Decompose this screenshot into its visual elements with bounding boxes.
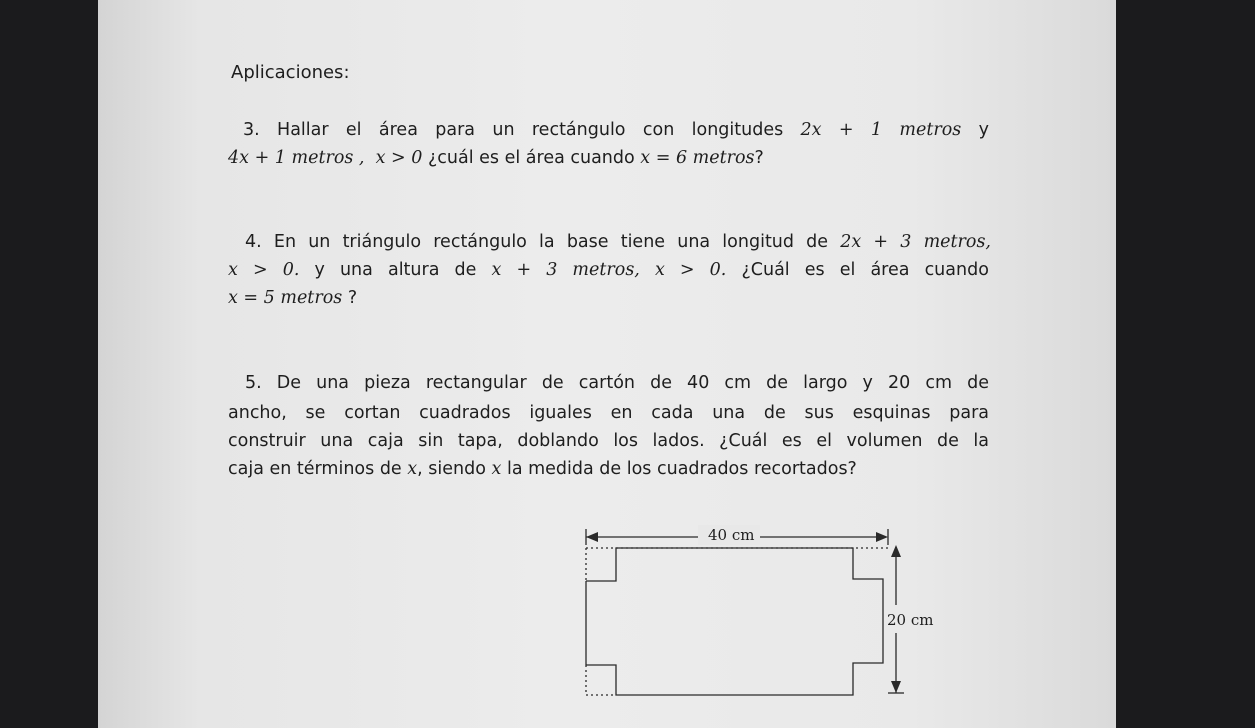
problem-4-number: 4.	[245, 232, 262, 252]
problem-4-height-text: y una altura de	[314, 260, 477, 280]
problem-5-text-b: , siendo	[417, 459, 486, 479]
box-cutout-diagram	[578, 515, 958, 715]
problem-4-text: En un triángulo rectángulo la base tiene una longitud de	[273, 232, 829, 252]
height-arrowhead-bottom	[891, 681, 901, 693]
problem-3-text: Hallar el área para un rectángulo con longitudes	[277, 120, 784, 140]
width-arrowhead-right	[876, 532, 888, 542]
problem-5-variable-2: x	[491, 459, 502, 479]
problem-5-line-2: ancho, se cortan cuadrados iguales en cada una de sus esquinas para	[228, 403, 989, 423]
problem-4-condition-2: x > 0.	[654, 260, 727, 280]
problem-5-text-a: caja en términos de	[228, 459, 402, 479]
section-heading: Aplicaciones:	[231, 62, 350, 83]
problem-5-line-3: construir una caja sin tapa, doblando los lados. ¿Cuál es el volumen de la	[228, 431, 989, 451]
problem-4-value: x = 5 metros	[228, 288, 343, 308]
problem-4-height: x + 3 metros,	[491, 260, 640, 280]
problem-5-variable-1: x	[407, 459, 418, 479]
problem-4-line-3	[228, 288, 357, 308]
problem-5-text-c: la medida de los cuadrados recortados?	[506, 459, 857, 479]
problem-4-line-1	[245, 232, 991, 252]
monitor-screen	[98, 0, 1116, 728]
width-label: 40 cm	[708, 526, 755, 544]
problem-3-number: 3.	[243, 120, 260, 140]
problem-4-condition-1: x > 0.	[228, 260, 300, 280]
height-arrowhead-top	[891, 545, 901, 557]
problem-3-question: ¿cuál es el área cuando	[428, 148, 635, 168]
problem-3-condition: x > 0	[375, 148, 423, 168]
problem-5-line-4	[228, 459, 857, 479]
width-arrowhead-left	[586, 532, 598, 542]
problem-4-question-mark: ?	[347, 288, 358, 308]
problem-4-base: 2x + 3 metros,	[840, 232, 991, 252]
problem-3-length-1: 2x + 1 metros	[800, 120, 962, 140]
height-label: 20 cm	[887, 611, 934, 629]
problem-5-line-1: 5. De una pieza rectangular de cartón de 40 cm de largo y 20 cm de	[245, 373, 989, 393]
problem-3-line-1	[243, 120, 989, 140]
problem-3-value: x = 6 metros	[640, 148, 755, 168]
sheet-outline	[586, 548, 883, 695]
problem-3-conjunction: y	[978, 120, 989, 140]
problem-3-question-mark: ?	[754, 148, 764, 168]
problem-3-line-2	[228, 148, 764, 168]
problem-4-line-2	[228, 260, 989, 280]
problem-3-length-2: 4x + 1 metros ,	[228, 148, 365, 168]
problem-4-question: ¿Cuál es el área cuando	[741, 260, 989, 280]
